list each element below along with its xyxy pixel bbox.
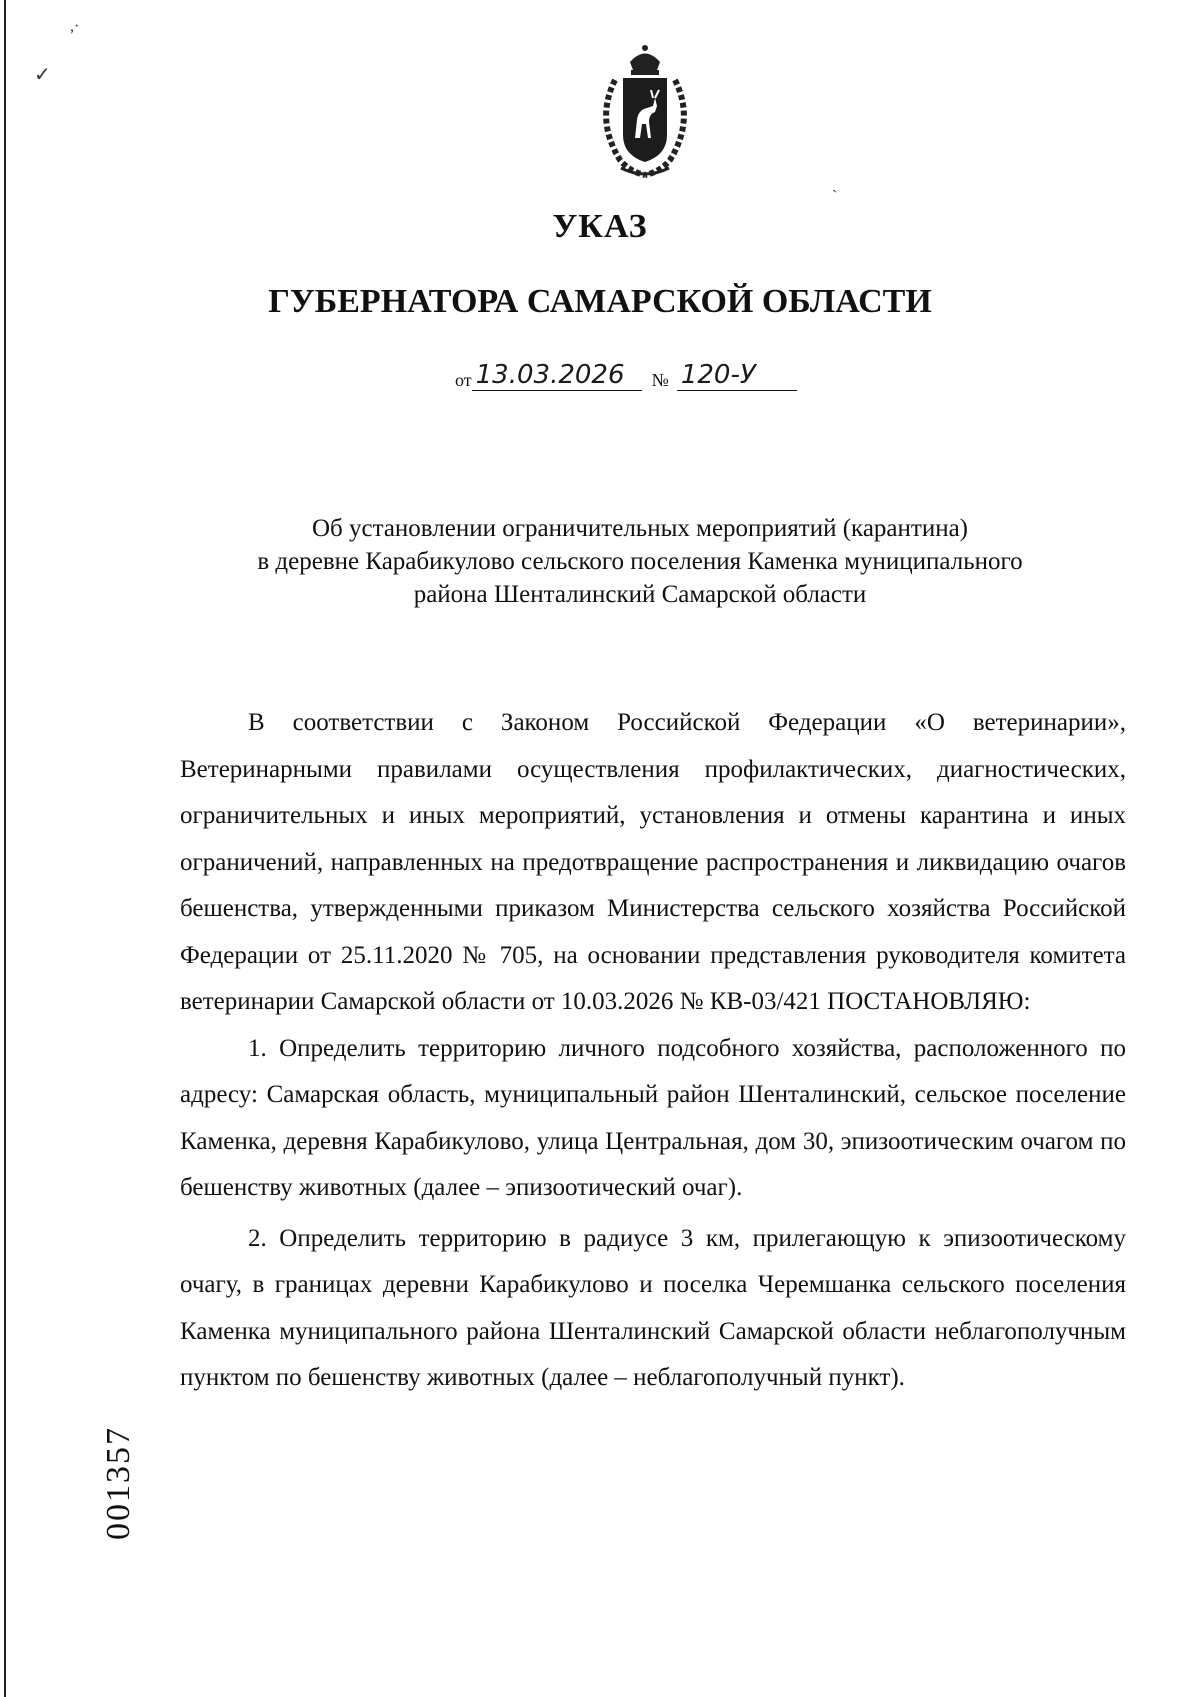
decree-body <box>180 700 1126 1406</box>
scan-mark: ` <box>832 188 838 205</box>
preamble-paragraph: В соответствии с Законом Российской Федерации «О ветеринарии», Ветеринарными правилами осуществления профилактических, диагностических, ограничительных и иных мероприятий, установления и отмены карантина и иных ограничений, направленных на предотвращение распространения и ликвидацию очагов бешенства, утвержденными приказом Министерства сельского хозяйства Российской Федерации от 25.11.2020 № 705, на основании представления руководителя комитета ветеринарии Самарской области от 10.03.2026 № КВ-03/421 ПОСТАНОВЛЯЮ: <box>180 709 1126 1015</box>
number-prefix: № <box>651 370 669 390</box>
coat-of-arms-emblem <box>585 40 705 180</box>
date-prefix: от <box>455 370 472 390</box>
scan-mark: ,· <box>70 18 80 35</box>
handwritten-number: 120-У <box>677 360 797 391</box>
subject-line: Об установлении ограничительных мероприятий (карантина) <box>311 515 969 542</box>
document-type-heading: УКАЗ <box>552 208 648 245</box>
decree-item-2: 2. Определить территорию в радиусе 3 км, прилегающую к эпизоотическому очагу, в границах деревни Карабикулово и поселка Черемшанка сельского поселения Каменка муниципального района Шенталинский Самарской области неблагополучным пунктом по бешенству животных (далее – неблагополучный пункт). <box>180 1224 1126 1391</box>
handwritten-date: 13.03.2026 <box>472 360 642 391</box>
subject-line: в деревне Карабикулово сельского поселения Каменка муниципального <box>257 548 1023 575</box>
scan-tick-mark: ✓ <box>34 64 51 86</box>
scan-edge-line <box>4 0 6 1697</box>
decree-item-1: 1. Определить территорию личного подсобного хозяйства, расположенного по адресу: Самарская область, муниципальный район Шенталинский, сельское поселение Каменка, деревня Карабикулово, улица Центральная, дом 30, эпизоотическим очагом по бешенству животных (далее – эпизоотический очаг). <box>180 1034 1126 1201</box>
registration-number-vertical: 001357 <box>100 1426 137 1540</box>
decree-subject <box>200 512 1080 611</box>
subject-line: района Шенталинский Самарской области <box>413 581 867 608</box>
date-number-line <box>455 360 797 391</box>
issuing-authority-heading: ГУБЕРНАТОРА САМАРСКОЙ ОБЛАСТИ <box>268 283 932 320</box>
